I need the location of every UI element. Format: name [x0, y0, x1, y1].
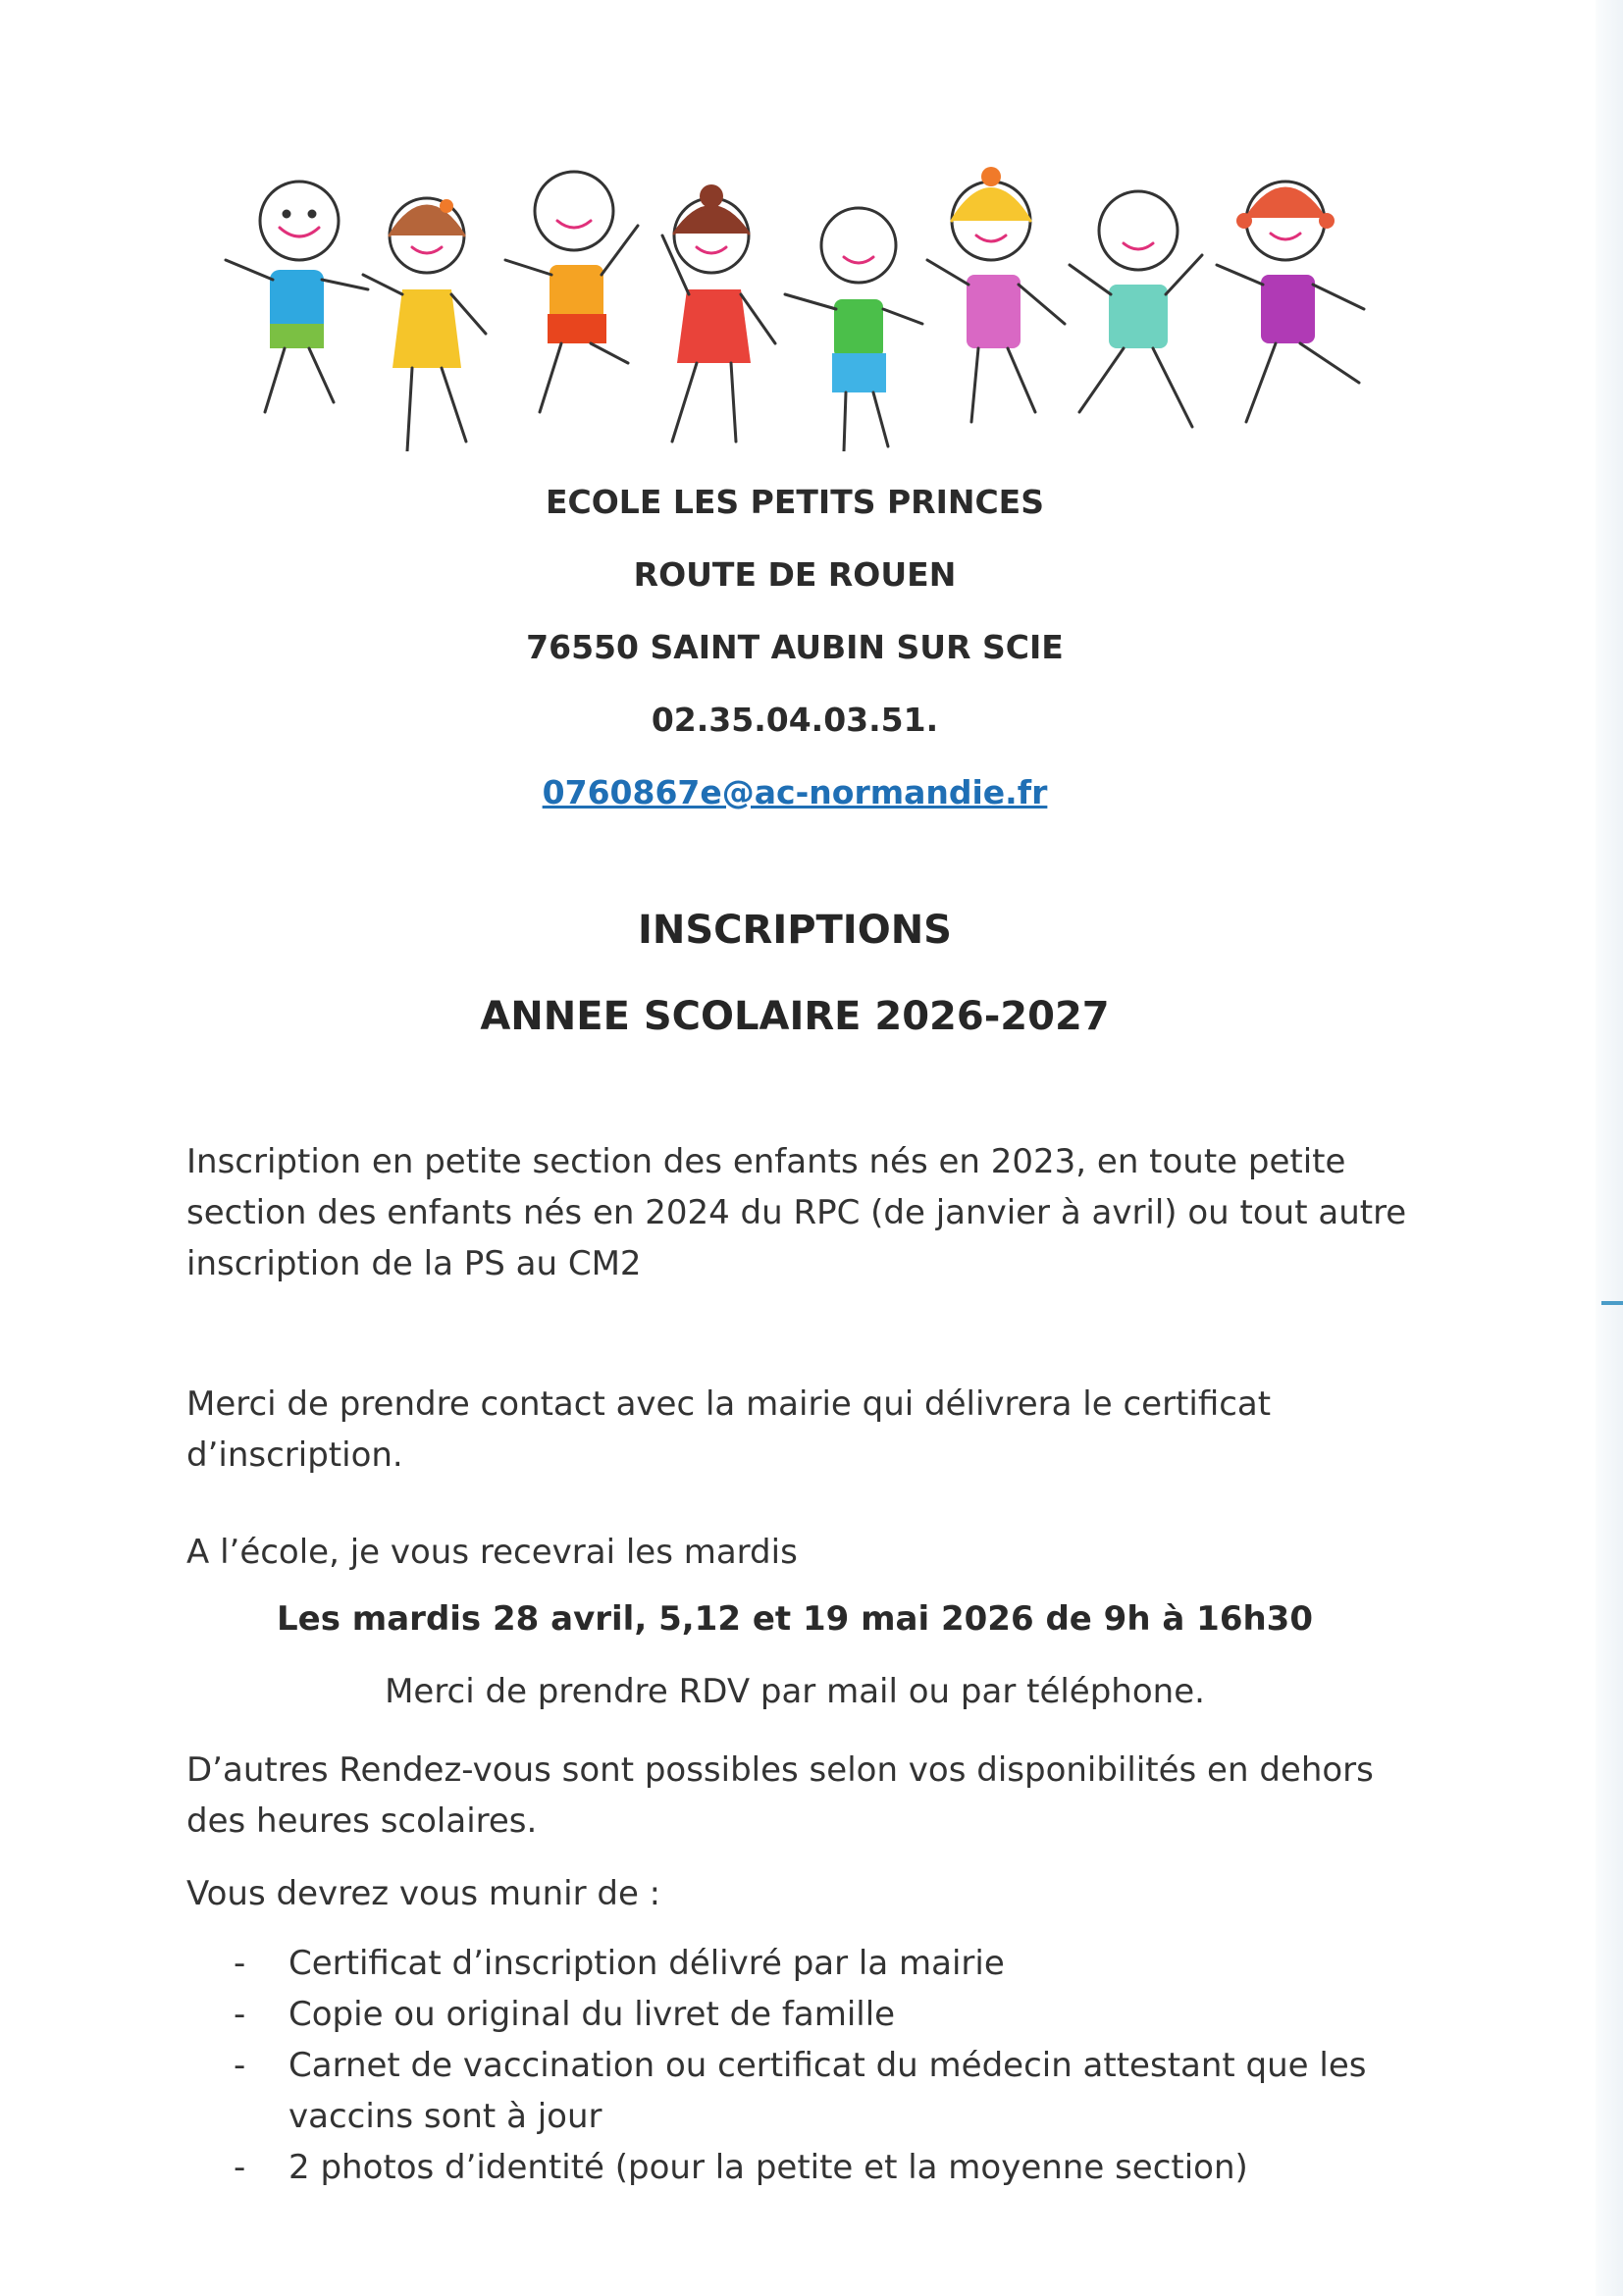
bullet-dash: -: [234, 1944, 246, 1983]
child-figure: [505, 172, 638, 412]
bullet-dash: -: [234, 2046, 246, 2085]
reception-paragraph: A l’école, je vous recevrai les mardis: [186, 1533, 798, 1572]
bring-intro: Vous devrez vous munir de :: [186, 1874, 661, 1913]
page-subtitle: ANNEE SCOLAIRE 2026-2027: [480, 994, 1110, 1039]
child-figure: [1070, 191, 1202, 427]
other-rdv-paragraph: D’autres Rendez-vous sont possibles selon vos disponibilités en dehors des heures scolaires.: [186, 1750, 1374, 1841]
list-item-text: Carnet de vaccination ou certificat du médecin attestant que les vaccins sont à jour: [288, 2046, 1367, 2136]
scan-edge-mark: [1601, 1301, 1623, 1305]
school-email-link[interactable]: 0760867e@ac-normandie.fr: [542, 773, 1048, 811]
list-item: [186, 1989, 1423, 2040]
list-item: [186, 1938, 1423, 1989]
scan-edge: [1596, 0, 1623, 2296]
school-street: ROUTE DE ROUEN: [633, 555, 957, 594]
school-email-wrapper: [0, 773, 1590, 811]
rdv-line: Merci de prendre RDV par mail ou par téléphone.: [385, 1672, 1205, 1711]
intro-paragraph: Inscription en petite section des enfants nés en 2023, en toute petite section des enfants nés en 2024 du RPC (de janvier à avril) ou tout autre inscription de la PS au CM2: [186, 1142, 1407, 1283]
bullet-dash: -: [234, 2148, 246, 2187]
dates-line: Les mardis 28 avril, 5,12 et 19 mai 2026 de 9h à 16h30: [277, 1599, 1313, 1639]
required-documents-list: [186, 1938, 1423, 2193]
school-name: ECOLE LES PETITS PRINCES: [545, 483, 1044, 521]
list-item-text: 2 photos d’identité (pour la petite et la moyenne section): [288, 2148, 1248, 2187]
school-phone: 02.35.04.03.51.: [651, 701, 939, 739]
school-city: 76550 SAINT AUBIN SUR SCIE: [526, 628, 1064, 666]
list-item: [186, 2040, 1423, 2142]
page-title: INSCRIPTIONS: [638, 908, 952, 953]
list-item-text: Copie ou original du livret de famille: [288, 1995, 896, 2034]
contact-mairie-paragraph: Merci de prendre contact avec la mairie qui délivrera le certificat d’inscription.: [186, 1384, 1272, 1475]
list-item-text: Certificat d’inscription délivré par la mairie: [288, 1944, 1005, 1983]
child-figure: [1217, 182, 1364, 422]
child-figure: [785, 208, 922, 451]
bullet-dash: -: [234, 1995, 246, 2034]
list-item: [186, 2142, 1423, 2193]
dancing-children-illustration: [196, 167, 1413, 451]
child-figure: [662, 184, 775, 442]
child-figure: [226, 182, 368, 412]
child-figure: [927, 167, 1065, 422]
child-figure: [363, 198, 486, 451]
